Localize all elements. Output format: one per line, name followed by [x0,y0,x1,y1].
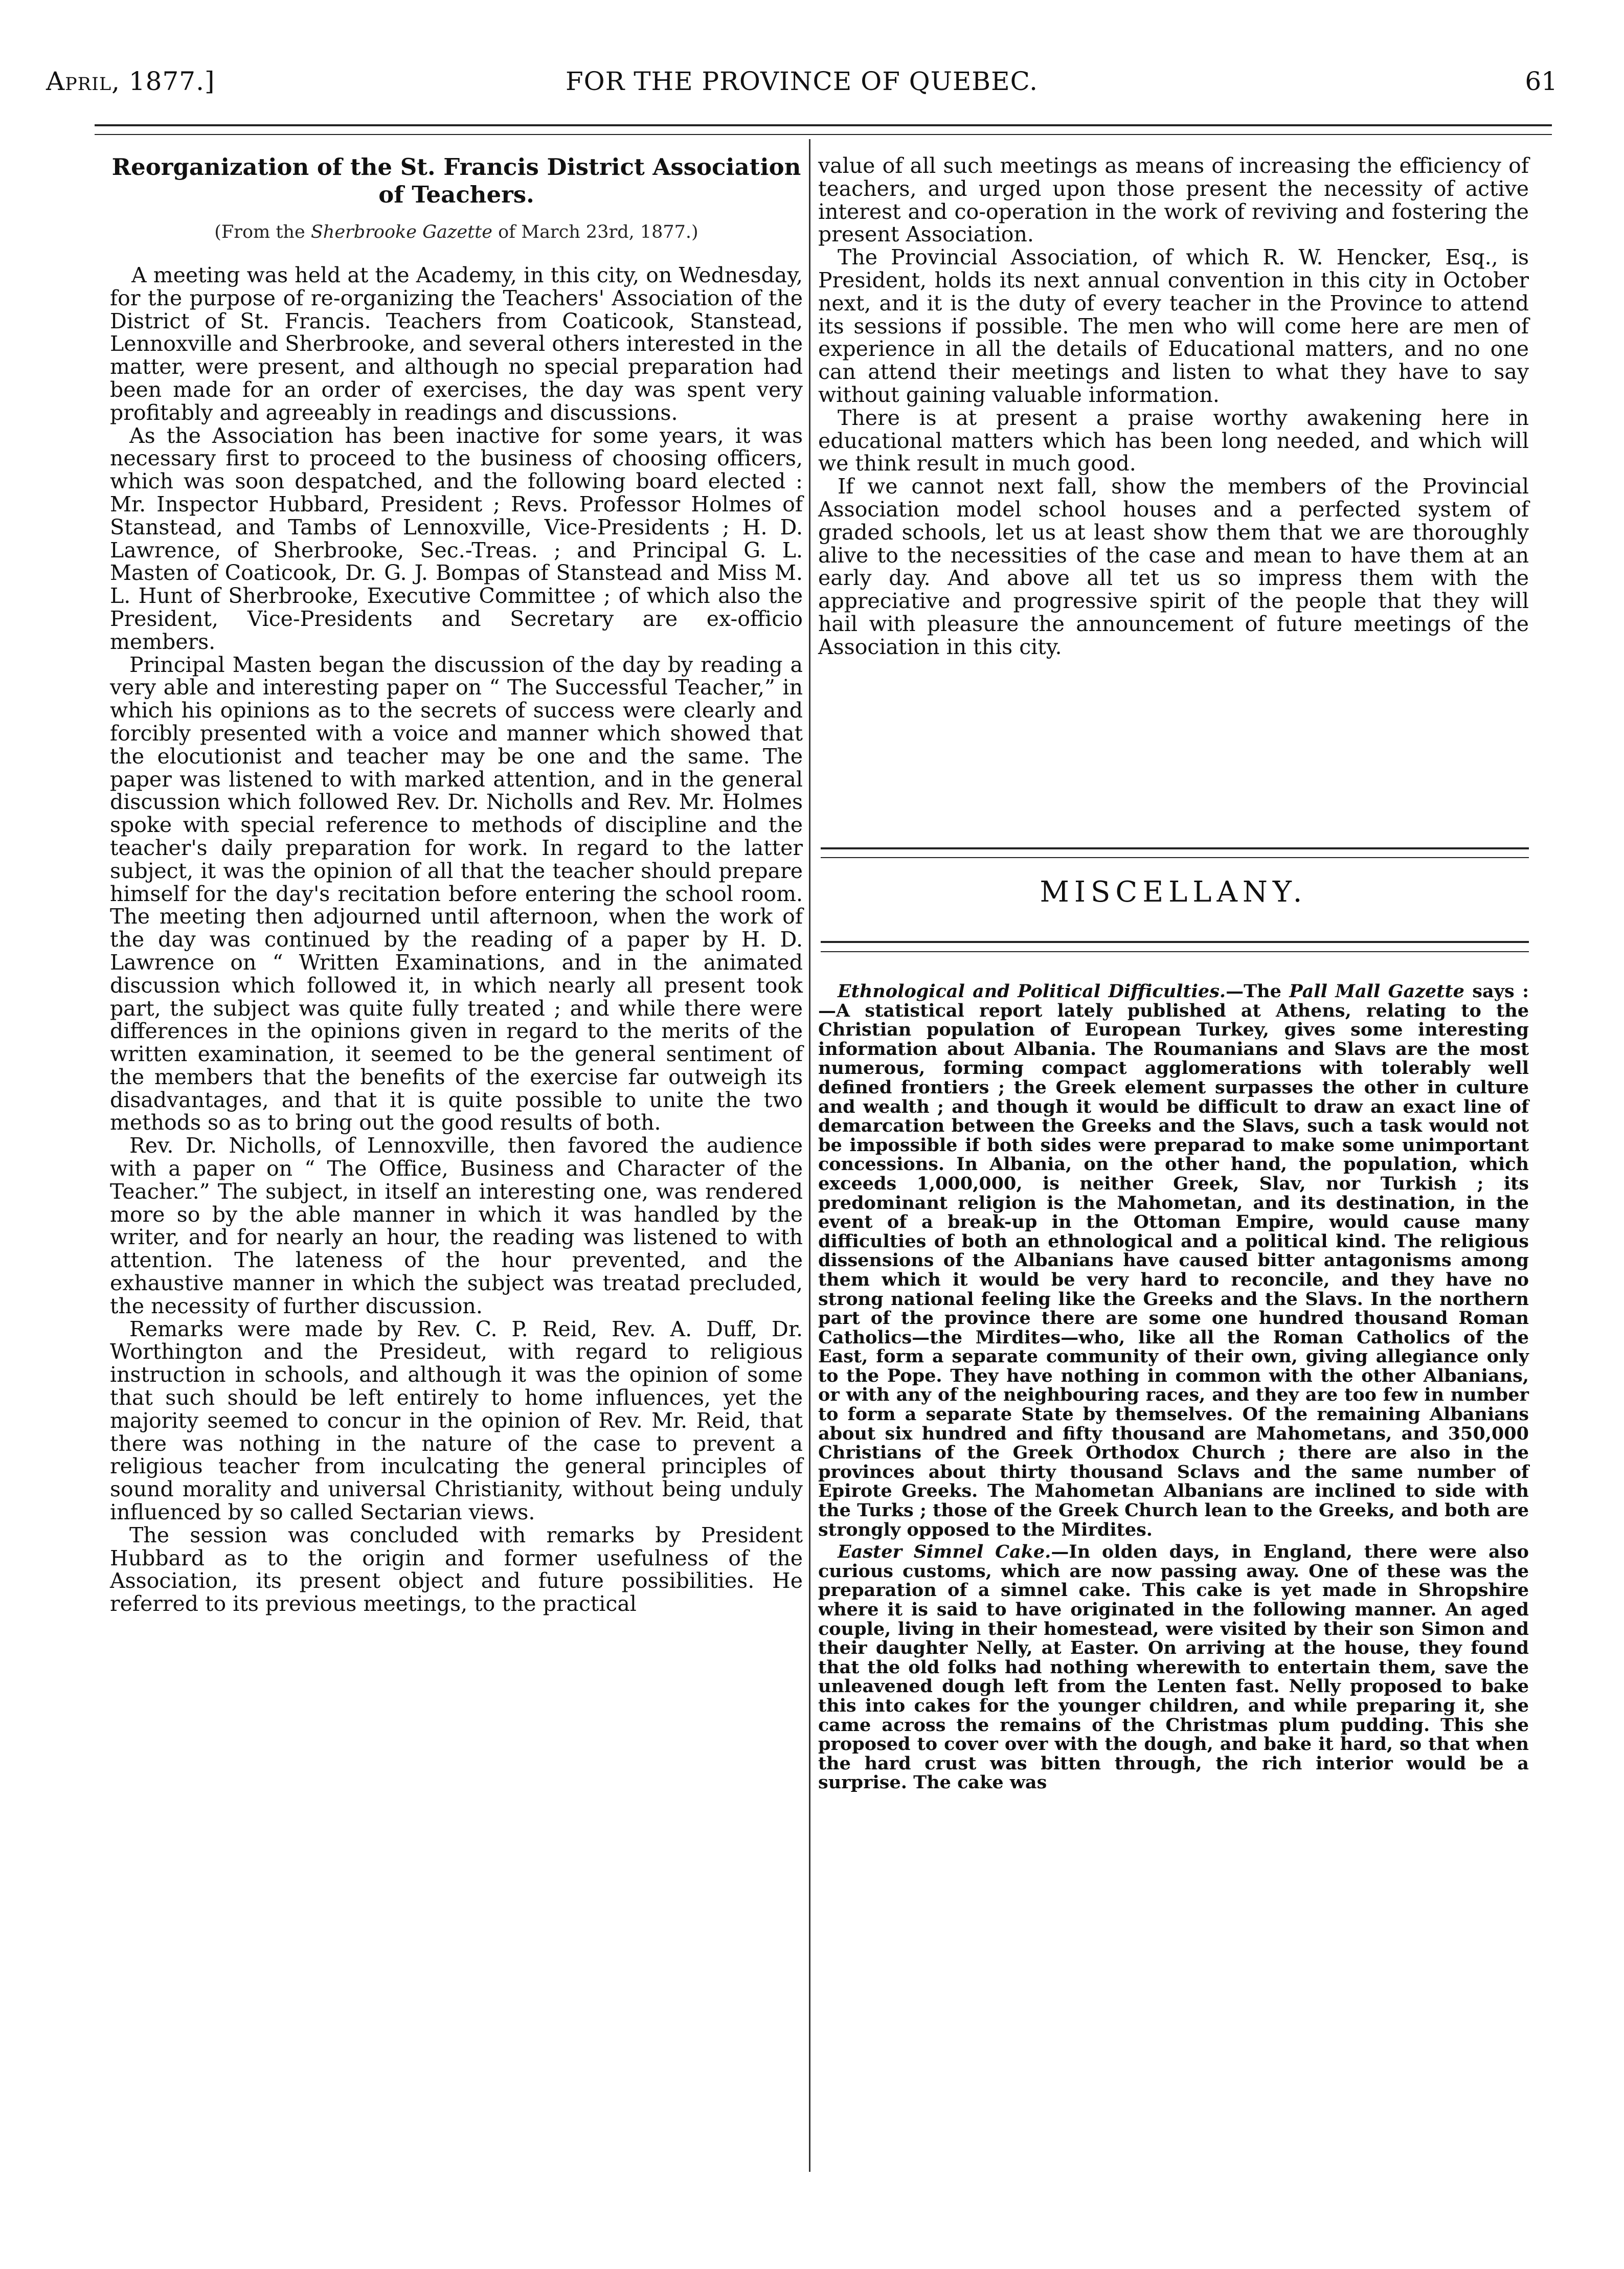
article-paragraph: As the Association has been inactive for some years, it was necessary first to proceed to the business of choosing officers, which was soon despatched, and the following board elected : Mr. Inspector Hubbard, President ; Revs. Professor Holmes of Stanstead, and Tambs of Lennoxville, Vice-Presidents ; H. D. Lawrence, of Sherbrooke, Sec.-Treas. ; and Principal G. L. Masten of Coaticook, Dr. G. J. Bompas of Stanstead and Miss M. L. Hunt of Sherbrooke, Executive Committee ; of which also the President, Vice-Presidents and Secretary are ex-officio members. [110,423,803,654]
left-column [110,153,803,1615]
header-date: April, 1877.] [46,66,215,96]
article-paragraph: Principal Masten began the discussion of the day by reading a very able and interesting paper on “ The Successful Teacher,” in which his opinions as to the secrets of success were clearly and forcibly presented with a voice and manner which showed that the elocutionist and teacher may be one and the same. The paper was listened to with marked attention, and in the general discussion which followed Rev. Dr. Nicholls and Rev. Mr. Holmes spoke with special reference to methods of discipline and the teacher's daily preparation for work. In regard to the latter subject, it was the opinion of all that the teacher should prepare himself for the day's recitation before entering the school room. The meeting then adjourned until afternoon, when the work of the day was continued by the reading of a paper by H. D. Lawrence on “ Written Examinations, and in the animated discussion which followed it, in which nearly all present took part, the subject was quite fully treated ; and while there were differences in the opinions given in regard to the merits of the written examination, it seemed to be the general sentiment of the members that the benefits of the exercise far outweigh its disadvantages, and that it is quite possible to unite the two methods so as to bring out the good results of both. [110,652,803,1135]
source-prefix: (From the [214,222,305,242]
misc-item-simnel-cake [818,1542,1529,1792]
misc-rule-bottom-2 [821,951,1529,952]
misc-item-dash: —The [1226,981,1290,1002]
misc-item-lead: Easter Simnel Cake. [838,1541,1051,1563]
misc-item-publication: Pall Mall Gazette [1289,981,1464,1002]
running-head [46,66,1558,107]
column-divider [809,139,810,2172]
misc-item-dash: — [1051,1541,1069,1563]
header-rule-top [95,124,1552,126]
page-number: 61 [1525,66,1558,96]
source-suffix: of March 23rd, 1877.) [498,222,698,242]
article-paragraph: Rev. Dr. Nicholls, of Lennoxville, then favored the audience with a paper on “ The Office, Business and Character of the Teacher.” The subject, in itself an interesting one, was rendered more so by the able manner in which it was handled by the writer, and for nearly an hour, the reading was listened to with attention. The lateness of the hour prevented, and the exhaustive manner in which the subject was treatad precluded, the necessity of further discussion. [110,1133,803,1318]
misc-rule-top-1 [821,847,1529,849]
article-title: Reorganization of the St. Francis District Association of Teachers. [111,153,801,208]
misc-item-text: says :—A statistical report lately published at Athens, relating to the Christian population of European Turkey, gives some interesting information about Albania. The Roumanians and Slavs are the most numerous, forming compact agglomerations with tolerably well defined frontiers ; the Greek element surpasses the other in culture and wealth ; and though it would be difficult to draw an exact line of demarcation between the Greeks and the Slavs, such a task would not be impossible if both sides were preparad to make some unimportant concessions. In Albania, on the other hand, the population, which exceeds 1,000,000, is neither Greek, Slav, nor Turkish ; its predominant religion is the Mahometan, and its destination, in the event of a break-up in the Ottoman Empire, would cause many difficulties of both an ethnological and a political kind. The religious dissensions of the Albanians have caused bitter antagonisms among them which it would be very hard to reconcile, and they have no strong national feeling like the Greeks and the Slavs. In the northern part of the province there are some one hundred thousand Roman Catholics—the Mirdites—who, like all the Roman Catholics of the East, form a separate community of their own, giving allegiance only to the Pope. They have nothing in common with the other Albanians, or with any of the neighbouring races, and they are too few in number to form a separate State by themselves. Of the remaining Albanians about six hundred and fifty thousand are Mahometans, and 350,000 Christians of the Greek Orthodox Church ; there are also in the provinces about thirty thousand Sclavs and the same number of Epirote Greeks. The Mahometan Albanians are inclined to side with the Turks ; those of the Greek Church lean to the Greeks, and both are strongly opposed to the Mirdites. [818,981,1529,1540]
article-source [110,222,803,242]
source-publication: Sherbrooke Gazette [310,222,492,242]
misc-rule-top-2 [821,857,1529,858]
article-paragraph: A meeting was held at the Academy, in this city, on Wednesday, for the purpose of re-organizing the Teachers' Association of the District of St. Francis. Teachers from Coaticook, Stanstead, Lennoxville and Sherbrooke, and several others interested in the matter, were present, and although no special preparation had been made for an order of exercises, the day was spent very profitably and agreeably in readings and discussions. [110,263,803,425]
right-column-article [818,154,1529,659]
misc-rule-bottom-1 [821,941,1529,943]
misc-item-lead: Ethnological and Political Difficulties. [838,981,1226,1002]
misc-item-ethnological [818,982,1529,1539]
header-title: FOR THE PROVINCE OF QUEBEC. [565,66,1039,96]
article-paragraph: There is at present a praise worthy awakening here in educational matters which has been long needed, and which will we think result in much good. [818,405,1529,476]
article-paragraph: If we cannot next fall, show the members of the Provincial Association model school houses and a perfected system of graded schools, let us at least show them that we are thoroughly alive to the necessities of the case and mean to have them at an early day. And above all tet us so impress them with the appreciative and progressive spirit of the people that they will hail with pleasure the announcement of future meetings of the Association in this city. [818,474,1529,659]
article-paragraph: value of all such meetings as means of increasing the efficiency of teachers, and urged upon those present the necessity of active interest and co-operation in the work of reviving and fostering the present Association. [818,153,1529,247]
section-heading-miscellany: MISCELLANY. [1040,875,1307,909]
article-paragraph: Remarks were made by Rev. C. P. Reid, Rev. A. Duff, Dr. Worthington and the Presideut, with regard to religious instruction in schools, and although it was the opinion of some that such should be left entirely to home influences, yet the majority seemed to concur in the opinion of Rev. Mr. Reid, that there was nothing in the nature of the case to prevent a religious teacher from inculcating the general principles of sound morality and universal Christianity, without being unduly influenced by so called Sectarian views. [110,1316,803,1525]
right-column-miscellany [818,982,1529,1795]
header-rule-bottom [95,134,1552,135]
article-paragraph: The session was concluded with remarks by President Hubbard as to the origin and former usefulness of the Association, its present object and future possibilities. He referred to its previous meetings, to the practical [110,1522,803,1616]
misc-item-text: In olden days, in England, there were also curious customs, which are now passing away. One of these was the preparation of a simnel cake. This cake is yet made in Shropshire where it is said to have originated in the following manner. An aged couple, living in their homestead, were visited by their son Simon and their daughter Nelly, at Easter. On arriving at the house, they found that the old folks had nothing wherewith to entertain them, save the unleavened dough left from the Lenten fast. Nelly proposed to bake this into cakes for the younger children, and while preparing it, she came across the remains of the Christmas plum pudding. This she proposed to cover over with the dough, and bake it hard, so that when the hard crust was bitten through, the rich interior would be a surprise. The cake was [818,1541,1529,1793]
article-paragraph: The Provincial Association, of which R. W. Hencker, Esq., is President, holds its next annual convention in this city in October next, and it is the duty of every teacher in the Province to attend its sessions if possible. The men who will come here are men of experience in all the details of Educational matters, and no one can attend their meetings and listen to what they have to say without gaining valuable information. [818,245,1529,407]
